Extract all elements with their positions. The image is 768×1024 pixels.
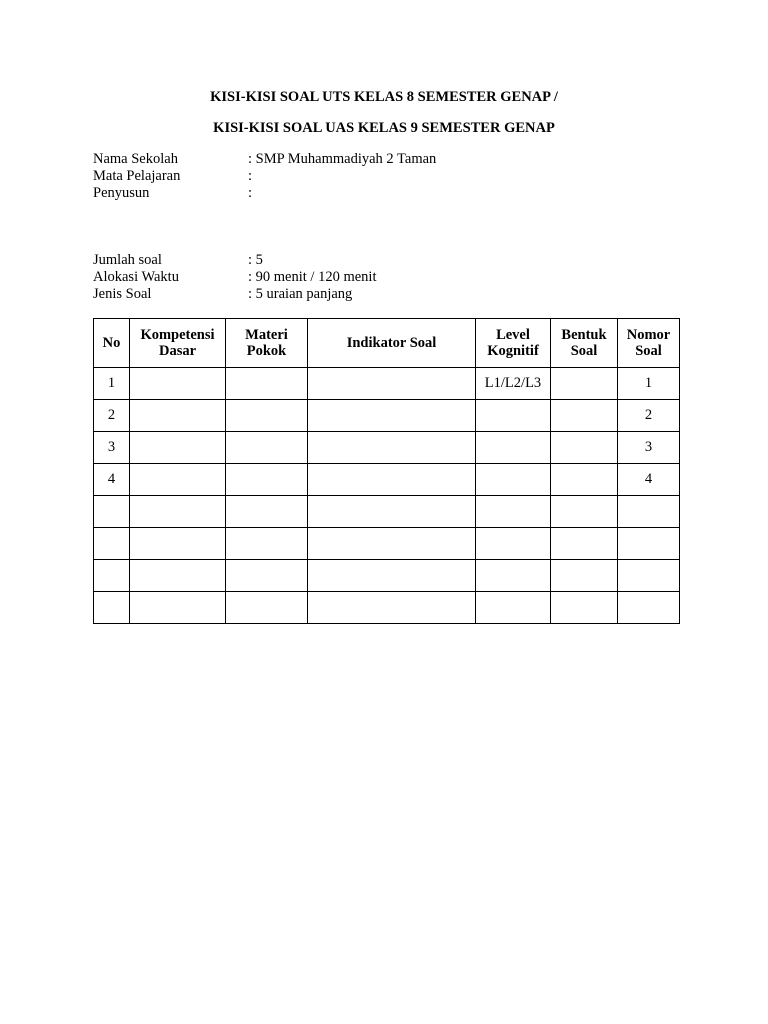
table-header-row — [94, 319, 680, 368]
cell-nomor-soal — [618, 496, 680, 528]
cell-bentuk-soal — [551, 432, 618, 464]
header-no: No — [94, 319, 130, 368]
cell-nomor-soal — [618, 528, 680, 560]
header-materi-pokok: Materi Pokok — [226, 319, 308, 368]
question-count-row — [93, 252, 376, 269]
author-row — [93, 185, 436, 202]
cell-nomor-soal: 4 — [618, 464, 680, 496]
table-row — [94, 400, 680, 432]
school-row — [93, 151, 436, 168]
cell-kompetensi-dasar — [130, 528, 226, 560]
author-value: : — [248, 185, 253, 201]
cell-kompetensi-dasar — [130, 464, 226, 496]
cell-materi-pokok — [226, 432, 308, 464]
header-nomor-soal: Nomor Soal — [618, 319, 680, 368]
cell-bentuk-soal — [551, 496, 618, 528]
cell-kompetensi-dasar — [130, 432, 226, 464]
cell-level-kognitif — [476, 496, 551, 528]
cell-materi-pokok — [226, 560, 308, 592]
cell-nomor-soal: 3 — [618, 432, 680, 464]
cell-materi-pokok — [226, 496, 308, 528]
time-allocation-row — [93, 269, 376, 286]
cell-indikator-soal — [308, 464, 476, 496]
cell-nomor-soal: 1 — [618, 368, 680, 400]
question-type-value: : 5 uraian panjang — [248, 286, 353, 302]
cell-indikator-soal — [308, 400, 476, 432]
cell-bentuk-soal — [551, 464, 618, 496]
cell-level-kognitif — [476, 592, 551, 624]
cell-no — [94, 592, 130, 624]
cell-level-kognitif — [476, 432, 551, 464]
table-row — [94, 464, 680, 496]
cell-bentuk-soal — [551, 592, 618, 624]
cell-kompetensi-dasar — [130, 560, 226, 592]
cell-kompetensi-dasar — [130, 592, 226, 624]
cell-bentuk-soal — [551, 528, 618, 560]
cell-indikator-soal — [308, 432, 476, 464]
cell-no — [94, 560, 130, 592]
cell-bentuk-soal — [551, 368, 618, 400]
cell-indikator-soal — [308, 592, 476, 624]
cell-level-kognitif — [476, 464, 551, 496]
subject-value: : — [248, 168, 253, 184]
cell-no: 2 — [94, 400, 130, 432]
header-kompetensi-dasar: Kompetensi Dasar — [130, 319, 226, 368]
cell-materi-pokok — [226, 464, 308, 496]
document-title-line-2: KISI-KISI SOAL UAS KELAS 9 SEMESTER GENAP — [213, 120, 555, 136]
subject-row — [93, 168, 436, 185]
cell-indikator-soal — [308, 528, 476, 560]
school-info-block — [93, 151, 436, 202]
cell-nomor-soal — [618, 560, 680, 592]
table-row — [94, 496, 680, 528]
table-row — [94, 432, 680, 464]
cell-bentuk-soal — [551, 560, 618, 592]
cell-indikator-soal — [308, 496, 476, 528]
cell-bentuk-soal — [551, 400, 618, 432]
cell-materi-pokok — [226, 400, 308, 432]
cell-no: 3 — [94, 432, 130, 464]
question-type-label: Jenis Soal — [93, 286, 152, 302]
header-indikator-soal: Indikator Soal — [308, 319, 476, 368]
cell-nomor-soal — [618, 592, 680, 624]
table-row — [94, 368, 680, 400]
cell-level-kognitif — [476, 400, 551, 432]
time-allocation-value: : 90 menit / 120 menit — [248, 269, 377, 285]
question-count-value: : 5 — [248, 252, 263, 268]
table-row — [94, 528, 680, 560]
header-level-kognitif: Level Kognitif — [476, 319, 551, 368]
cell-no — [94, 496, 130, 528]
cell-indikator-soal — [308, 368, 476, 400]
cell-level-kognitif — [476, 528, 551, 560]
question-type-row — [93, 286, 376, 303]
cell-level-kognitif — [476, 560, 551, 592]
author-label: Penyusun — [93, 185, 150, 201]
cell-no — [94, 528, 130, 560]
time-allocation-label: Alokasi Waktu — [93, 269, 179, 285]
exam-info-block — [93, 252, 376, 303]
school-label: Nama Sekolah — [93, 151, 178, 167]
cell-kompetensi-dasar — [130, 400, 226, 432]
header-bentuk-soal: Bentuk Soal — [551, 319, 618, 368]
cell-materi-pokok — [226, 592, 308, 624]
kisi-kisi-table — [93, 318, 680, 624]
cell-materi-pokok — [226, 368, 308, 400]
cell-level-kognitif: L1/L2/L3 — [476, 368, 551, 400]
cell-indikator-soal — [308, 560, 476, 592]
school-value: : SMP Muhammadiyah 2 Taman — [248, 151, 437, 167]
subject-label: Mata Pelajaran — [93, 168, 181, 184]
cell-kompetensi-dasar — [130, 368, 226, 400]
cell-no: 4 — [94, 464, 130, 496]
cell-materi-pokok — [226, 528, 308, 560]
cell-no: 1 — [94, 368, 130, 400]
cell-nomor-soal: 2 — [618, 400, 680, 432]
document-title-line-1: KISI-KISI SOAL UTS KELAS 8 SEMESTER GENAP / — [210, 89, 558, 105]
table-row — [94, 592, 680, 624]
cell-kompetensi-dasar — [130, 496, 226, 528]
table-row — [94, 560, 680, 592]
question-count-label: Jumlah soal — [93, 252, 162, 268]
